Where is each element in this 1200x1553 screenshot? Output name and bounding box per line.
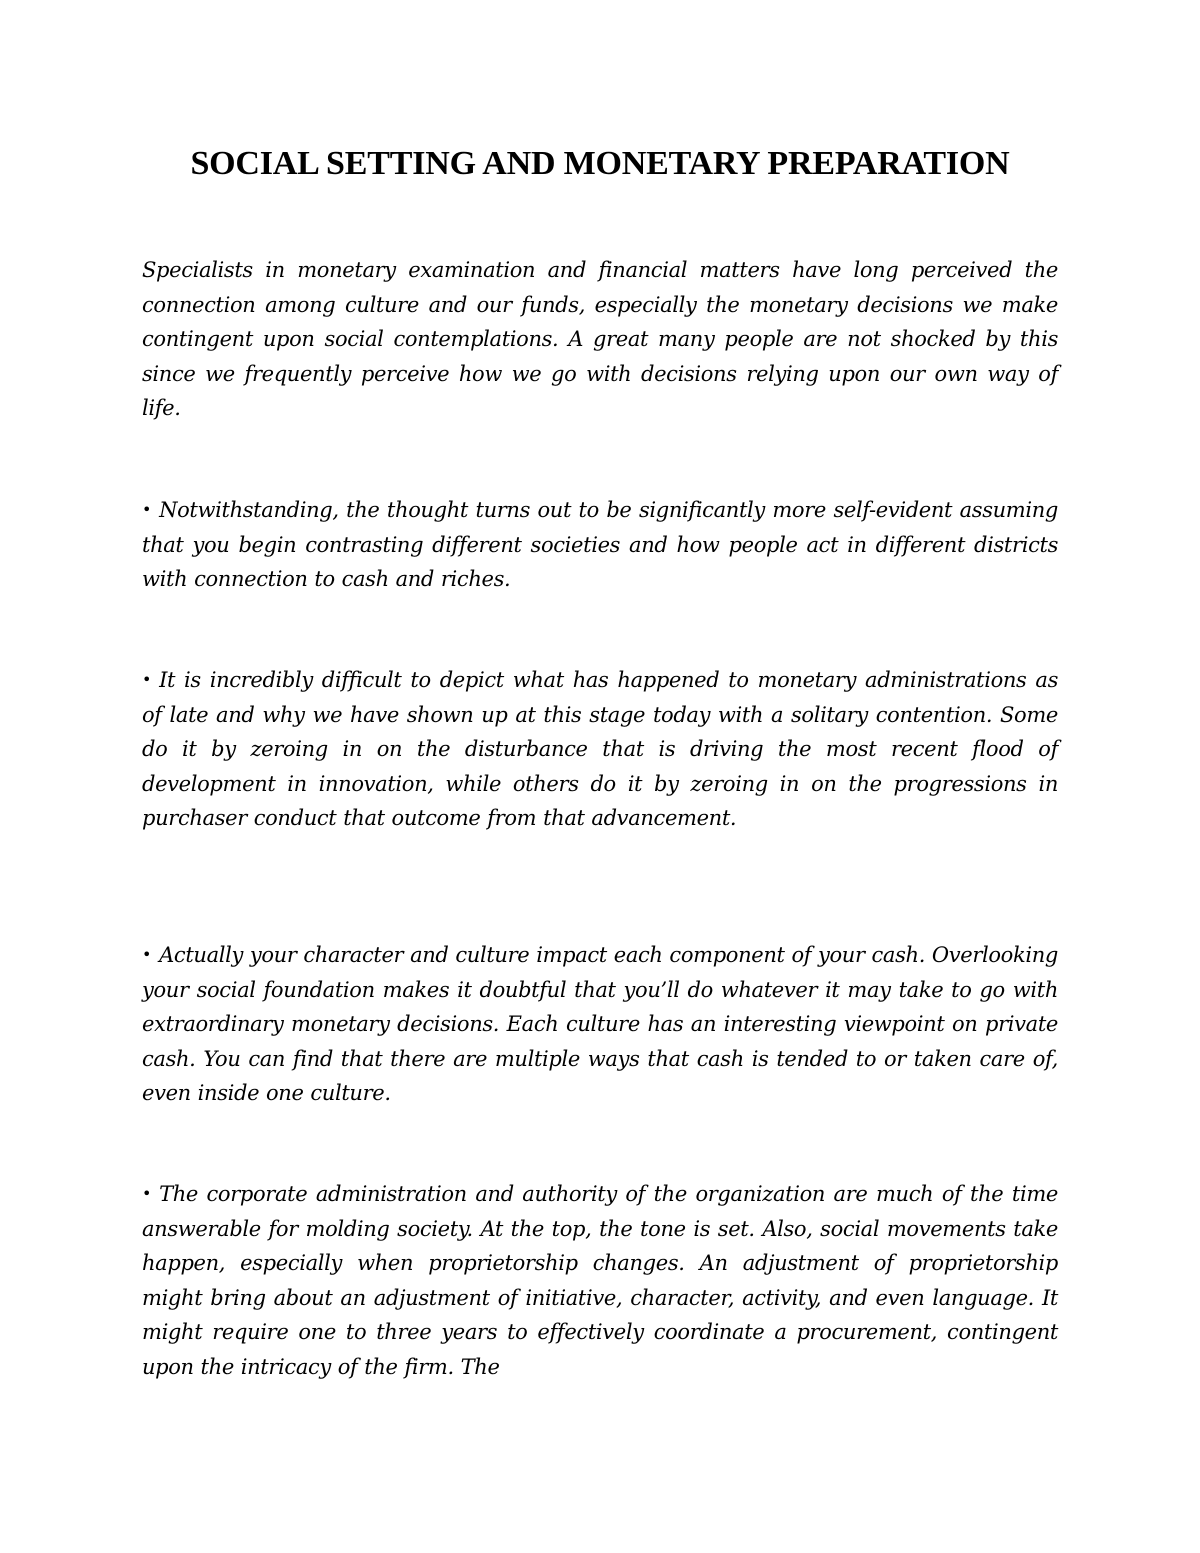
bullet-icon: • — [142, 1184, 152, 1203]
bullet-icon: • — [142, 945, 152, 964]
bullet-paragraph-4 — [142, 1177, 1058, 1385]
bullet-text: The corporate administration and authority of the organization are much of the time answerable for molding society. At the top, the tone is set. Also, social movements take happen, especially when proprietorship changes. An adjustment of proprietorship might bring about an adjustment of initiative, character, activity, and even language. It might require one to three years to effectively coordinate a procurement, contingent upon the intricacy of the firm. The — [142, 1182, 1058, 1379]
bullet-text: It is incredibly difficult to depict what has happened to monetary administrations as of late and why we have shown up at this stage today with a solitary contention. Some do it by zeroing in on the disturbance that is driving the most recent flood of development in innovation, while others do it by zeroing in on the progressions in purchaser conduct that outcome from that advancement. — [142, 668, 1058, 831]
bullet-paragraph-1 — [142, 493, 1058, 597]
bullet-icon: • — [142, 670, 152, 689]
document-title: SOCIAL SETTING AND MONETARY PREPARATION — [190, 145, 1010, 182]
bullet-paragraph-2 — [142, 663, 1058, 836]
bullet-icon: • — [142, 500, 152, 519]
bullet-text: Notwithstanding, the thought turns out to be significantly more self-evident assuming that you begin contrasting different societies and how people act in different districts with connection to cash and riches. — [142, 498, 1058, 592]
intro-paragraph: Specialists in monetary examination and financial matters have long perceived the connection among culture and our funds, especially the monetary decisions we make contingent upon social contemplations. A great many people are not shocked by this since we frequently perceive how we go with decisions relying upon our own way of life. — [142, 258, 1058, 421]
bullet-text: Actually your character and culture impact each component of your cash. Overlooking your social foundation makes it doubtful that you’ll do whatever it may take to go with extraordinary monetary decisions. Each culture has an interesting viewpoint on private cash. You can find that there are multiple ways that cash is tended to or taken care of, even inside one culture. — [142, 943, 1058, 1106]
bullet-paragraph-3 — [142, 938, 1058, 1111]
